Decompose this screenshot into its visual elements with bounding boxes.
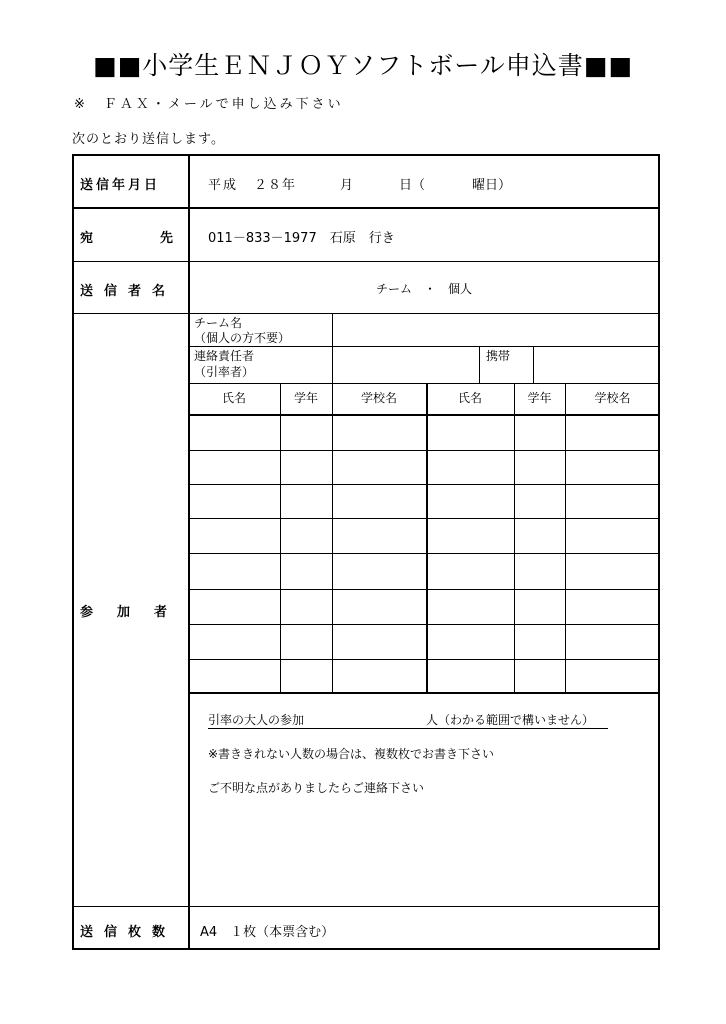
team-name-label: チーム名 <box>194 316 243 330</box>
participants-label: 参加者 <box>80 605 192 620</box>
team-contact-divider <box>332 313 333 383</box>
adult-participation-label: 引率の大人の参加 <box>208 713 305 727</box>
col-divider-center <box>426 383 428 692</box>
sender-label: 送信者名 <box>80 284 177 299</box>
pages-label: 送信枚数 <box>80 925 177 940</box>
header-school-1: 学校名 <box>360 391 397 405</box>
dest-label-b: 先 <box>160 231 174 246</box>
intro-text: 次のとおり送信します。 <box>72 132 225 147</box>
rule-grid-3 <box>188 518 660 519</box>
col-divider-2 <box>332 383 333 692</box>
rule-header-bottom <box>188 414 660 416</box>
rule-contact-bottom <box>188 383 660 384</box>
rule-date-bottom <box>72 207 660 209</box>
rule-participants-bottom <box>72 906 660 907</box>
rule-grid-2 <box>188 484 660 485</box>
header-grade-2: 学年 <box>527 391 552 405</box>
submission-note: ※ ＦＡＸ・メールで申し込み下さい <box>74 97 344 112</box>
dest-label-a: 宛 <box>80 231 94 246</box>
month: 月 <box>340 178 354 193</box>
contact-person-note: （引率者） <box>194 365 255 379</box>
mobile-label: 携帯 <box>486 349 511 363</box>
header-name-2: 氏名 <box>457 391 482 405</box>
mobile-label-right <box>533 346 534 383</box>
rule-grid-6 <box>188 624 660 625</box>
form-title: ■■小学生ＥＮＪＯＹソフトボール申込書■■ <box>93 51 633 80</box>
header-name-1: 氏名 <box>221 391 246 405</box>
col-divider-4 <box>514 383 515 692</box>
weekday: 曜日） <box>472 178 512 193</box>
team-name-note: （個人の方不要） <box>194 331 291 345</box>
sender-type: チーム ・ 個人 <box>376 282 473 296</box>
adult-count-underline <box>208 728 608 729</box>
rule-grid-4 <box>188 553 660 554</box>
header-grade-1: 学年 <box>293 391 318 405</box>
mobile-label-left <box>479 346 480 383</box>
day: 日（ <box>399 178 426 193</box>
label-column-divider <box>188 154 190 950</box>
rule-sender-bottom <box>72 313 660 314</box>
header-school-2: 学校名 <box>594 391 631 405</box>
era: 平成 <box>208 178 239 193</box>
date-label: 送信年月日 <box>80 178 161 193</box>
rule-grid-bottom <box>188 692 660 694</box>
contact-person-label: 連絡責任者 <box>194 349 255 363</box>
inquiry-note: ご不明な点がありましたらご連絡下さい <box>208 781 425 795</box>
rule-grid-5 <box>188 589 660 590</box>
rule-grid-1 <box>188 450 660 451</box>
col-divider-5 <box>565 383 566 692</box>
rule-grid-7 <box>188 659 660 660</box>
col-divider-1 <box>280 383 281 692</box>
destination-value: 011－833－1977 石原 行き <box>208 231 395 246</box>
overflow-note: ※書ききれない人数の場合は、複数枚でお書き下さい <box>208 747 495 761</box>
rule-team-bottom <box>188 346 660 347</box>
adult-participation-note: 人（わかる範囲で構いません） <box>426 713 595 727</box>
rule-dest-bottom <box>72 261 660 262</box>
pages-value: A4 １枚（本票含む） <box>200 925 335 940</box>
year: ２８年 <box>254 178 297 193</box>
application-form-table <box>72 154 660 950</box>
